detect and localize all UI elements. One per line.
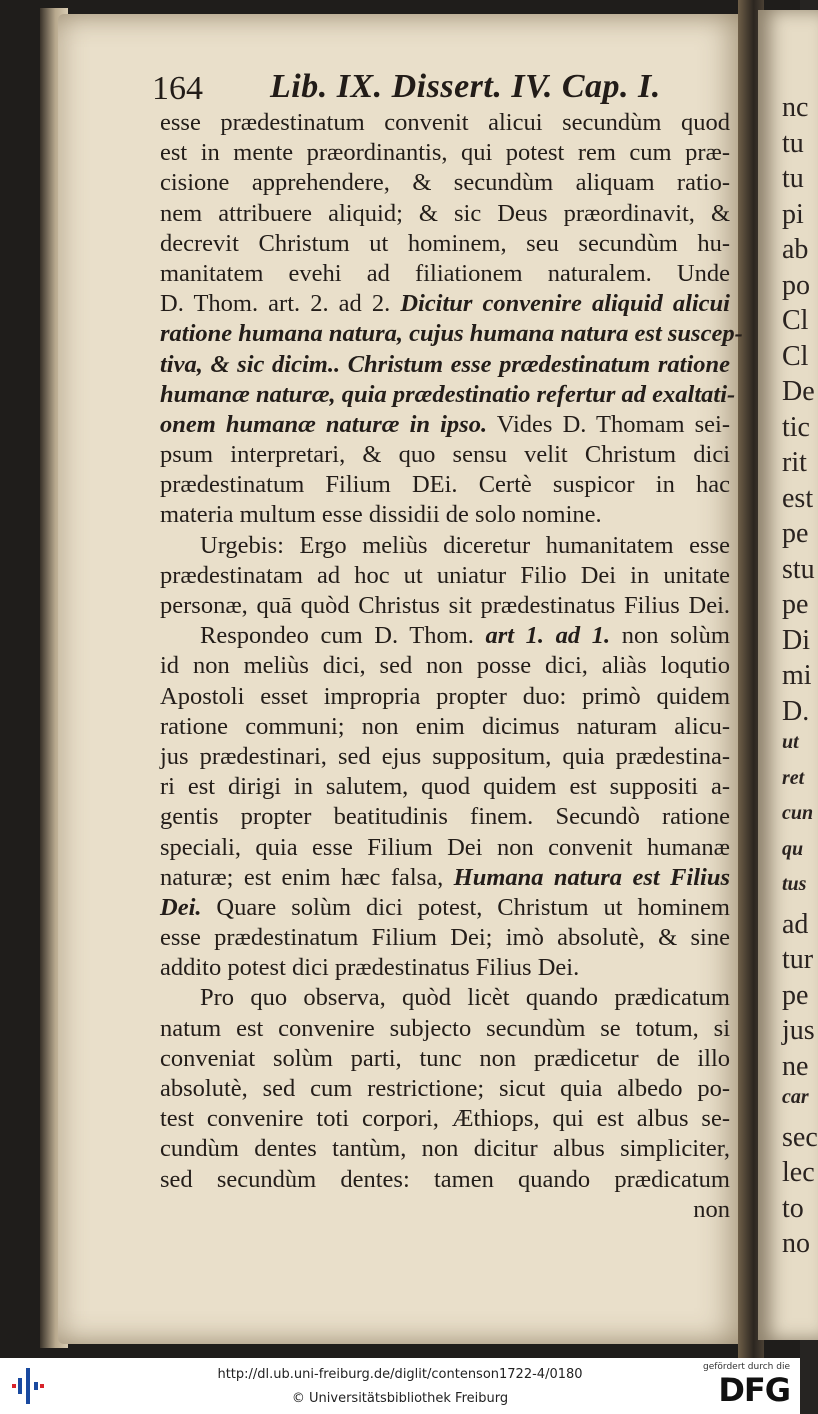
next-page-text: tu [782,163,804,194]
italic-text: tiva, & sic dicim.. Christum esse prædestinatum ratione [160,350,730,378]
text-line [160,923,730,953]
text-line [160,470,730,500]
next-page-text: est [782,482,814,514]
text-line [160,1074,730,1104]
next-page-text: ne [782,1050,809,1082]
catchword: non [693,1195,730,1223]
roman-text: gentis propter beatitudinis finem. Secundò ratione [160,803,730,831]
next-page-text: ab [782,234,809,265]
text-line [160,863,730,893]
body-text [160,108,743,1225]
roman-text: natum est convenire subjecto secundùm se totum, si [160,1014,730,1042]
funding-note: gefördert durch die [703,1362,790,1372]
next-page-text: cun [782,802,814,824]
text-line [160,138,730,168]
next-page-text: car [782,1086,809,1108]
next-page-text: Cl [782,340,809,372]
next-page-text: D. [782,695,810,727]
running-title: Lib. IX. Dissert. IV. Cap. I. [270,68,661,105]
roman-text: jus prædestinari, sed ejus suppositum, quia prædestina- [160,742,730,770]
text-line [160,380,736,410]
next-page-text: nc [782,92,809,123]
next-page-text: qu [782,837,804,860]
italic-text: Dei. [160,893,202,921]
roman-text: Apostoli esset impropria propter duo: primò quidem [160,682,730,710]
next-page-text: tu [782,127,804,159]
next-page-text: tus [782,873,807,895]
next-page-text: pi [782,198,804,230]
text-line [160,561,730,591]
roman-text: Respondeo cum D. Thom. [200,622,486,650]
text-line [160,1104,730,1134]
roman-text: personæ, quā quòd Christus sit prædestinatus Filius Dei. [160,592,730,619]
text-line [160,591,730,621]
text-line [160,410,730,440]
next-page-text: ad [782,908,809,940]
next-page-text: ret [782,766,805,789]
next-page-text: jus [782,1015,815,1046]
text-line [160,229,730,259]
roman-text: naturæ; est enim hæc falsa, [160,863,454,891]
next-page-text: no [782,1228,810,1259]
copyright-notice: © Universitätsbibliothek Freiburg [291,1391,509,1406]
roman-text: absolutè, sed cum restrictione; sicut quia albedo po- [160,1075,730,1102]
text-line [160,1044,730,1074]
italic-text: art 1. ad 1. [485,622,611,650]
text-line [160,953,730,983]
dfg-logo: DFG [718,1371,790,1409]
next-page-fragment [758,10,818,1340]
roman-text: Pro quo observa, quòd licèt quando prædicatum [200,984,730,1012]
page-number: 164 [152,70,203,107]
text-line [160,802,730,832]
roman-text: psum interpretari, & quo sensu velit Christum dici [160,441,730,469]
roman-text: decrevit Christum ut hominem, seu secundùm hu- [160,229,730,257]
text-line [160,621,730,651]
text-line [160,1014,730,1044]
roman-text: D. Thom. art. 2. ad 2. [160,290,401,318]
roman-text: manitatem evehi ad filiationem naturalem. Unde [160,259,730,287]
roman-text: cundùm dentes tantùm, non dicitur albus simpliciter, [160,1135,730,1163]
roman-text: conveniat solùm parti, tunc non prædicetur de illo [160,1044,730,1072]
page-header [152,66,712,112]
next-page-text: lec [782,1157,815,1188]
text-line [160,108,730,138]
roman-text: ri est dirigi in salutem, quod quidem est suppositi a- [160,773,730,801]
text-line [160,440,730,470]
roman-text: Vides D. Thomam sei- [487,410,731,438]
italic-text: Humana natura est Filius [453,863,730,891]
next-page-text: Cl [782,305,809,336]
text-line [160,682,730,712]
roman-text: prædestinatam ad hoc ut uniatur Filio Dei in unitate [160,561,730,589]
next-page-text: to [782,1192,804,1224]
roman-text: materia multum esse dissidii de solo nomine. [160,501,602,529]
text-line [160,168,730,198]
roman-text: ratione communi; non enim dicimus naturam alicu- [160,712,730,740]
text-line [160,350,730,380]
next-page-text: rit [782,447,807,478]
text-line [160,712,730,742]
text-line [160,199,730,229]
text-line [160,259,730,289]
next-page-text: De [782,376,815,407]
next-page-text: mi [782,660,812,691]
roman-text: Urgebis: Ergo meliùs diceretur humanitatem esse [200,531,730,559]
roman-text: addito potest dici prædestinatus Filius Dei. [160,954,580,982]
text-line [160,833,730,863]
italic-text: Dicitur convenire aliquid alicui [400,290,730,318]
roman-text: id non meliùs dici, sed non posse dici, aliàs loqutio [160,652,730,680]
italic-text: ratione humana natura, cujus humana natura est suscep- [160,320,743,348]
next-page-text: po [782,269,810,301]
source-url[interactable]: http://dl.ub.uni-freiburg.de/diglit/contenson1722-4/0180 [217,1367,583,1382]
next-page-text: pe [782,518,809,549]
text-line [160,772,730,802]
next-page-text: sec [782,1121,818,1153]
next-page-text: ut [782,731,799,753]
roman-text: speciali, quia esse Filium Dei non convenit humanæ [160,833,730,861]
roman-text: est in mente præordinantis, qui potest rem cum præ- [160,139,730,167]
text-line [160,500,730,530]
roman-text: nem attribuere aliquid; & sic Deus præordinavit, & [160,199,730,227]
text-line [160,983,730,1013]
roman-text: esse prædestinatum Filium Dei; imò absolutè, & sine [160,924,730,952]
text-line [160,289,730,319]
text-line [160,531,730,561]
next-page-text: tur [782,944,814,975]
text-line [160,742,730,772]
next-page-text: tic [782,411,810,443]
text-line [160,651,730,681]
roman-text: prædestinatum Filium DEi. Certè suspicor in hac [160,471,730,499]
next-page-text: pe [782,589,809,620]
text-line [160,319,743,349]
italic-text: onem humanæ naturæ in ipso. [160,410,488,438]
italic-text: humanæ naturæ, quia prædestinatio refertur ad exaltati- [160,380,736,408]
next-page-text: stu [782,553,815,585]
roman-text: test convenire toti corpori, Æthiops, qui est albus se- [160,1105,730,1133]
roman-text: cisione apprehendere, & secundùm aliquam ratio- [160,169,730,197]
next-page-text: pe [782,979,809,1011]
roman-text: Quare solùm dici potest, Christum ut hominem [201,893,730,921]
text-line [160,1134,730,1164]
next-page-text: Di [782,624,810,656]
text-line [160,893,730,923]
roman-text: sed secundùm dentes: tamen quando prædicatum [160,1165,730,1193]
text-line [160,1165,730,1195]
footer-bar [0,1358,800,1414]
roman-text: esse prædestinatum convenit alicui secundùm quod [160,109,730,136]
roman-text: non solùm [610,622,730,650]
